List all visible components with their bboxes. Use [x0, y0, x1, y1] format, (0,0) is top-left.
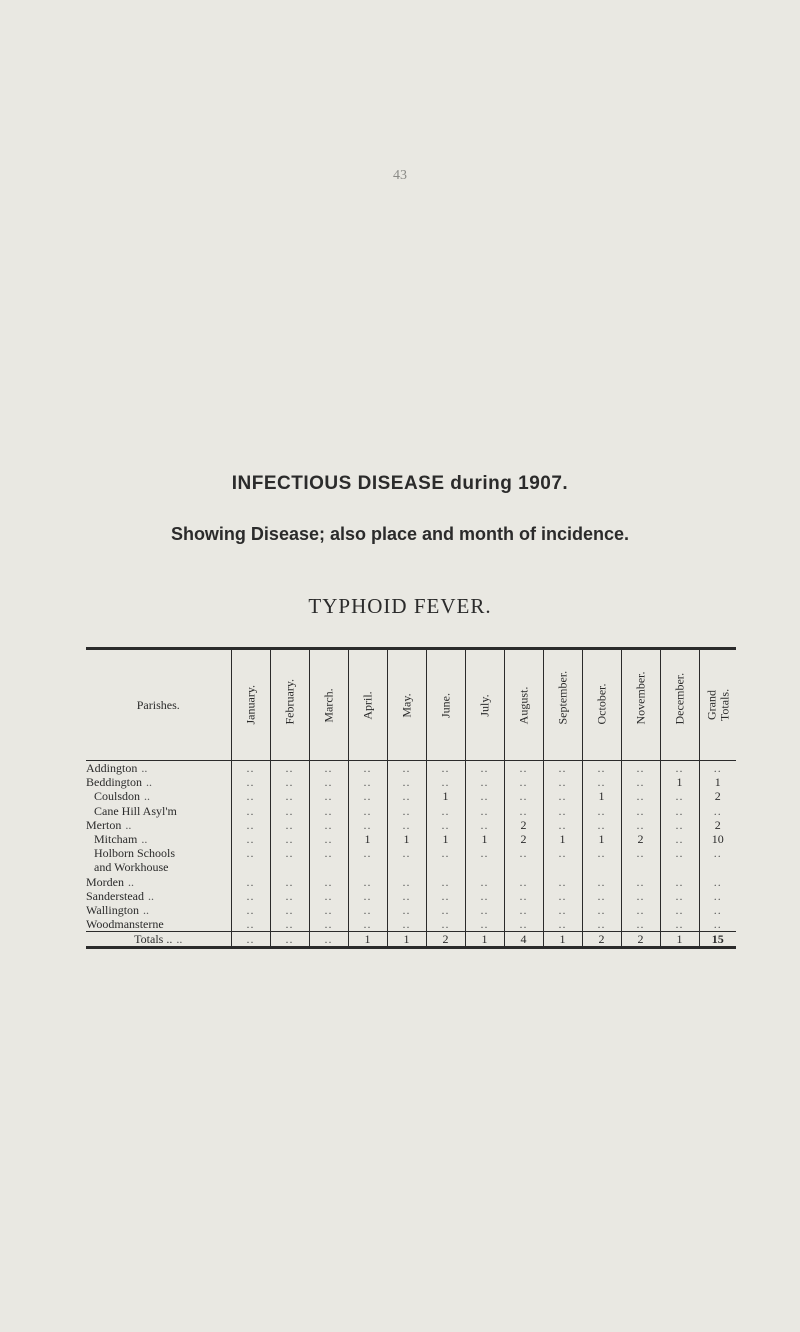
parish-name: Coulsdon — [94, 789, 141, 804]
month-value-cell: 2 — [504, 818, 543, 832]
month-value-cell: .. — [621, 775, 660, 789]
leader-dots: .. — [146, 775, 152, 790]
column-header-month: July. — [465, 649, 504, 761]
month-value-cell: .. — [348, 818, 387, 832]
month-total-cell: 2 — [426, 932, 465, 948]
typhoid-fever-table — [86, 647, 736, 949]
month-value-cell: .. — [582, 846, 621, 860]
month-total-cell: 2 — [582, 932, 621, 948]
parish-name-cell — [86, 903, 231, 917]
month-value-cell: .. — [348, 903, 387, 917]
page-title: INFECTIOUS DISEASE during 1907. — [231, 473, 569, 494]
month-value-cell: .. — [543, 903, 582, 917]
month-total-cell: 2 — [621, 932, 660, 948]
month-value-cell: .. — [309, 818, 348, 832]
month-value-cell: .. — [231, 875, 270, 889]
month-value-cell: .. — [504, 917, 543, 932]
totals-label: Totals .. — [134, 932, 173, 947]
month-value-cell: 1 — [426, 789, 465, 803]
parish-name-cell — [86, 889, 231, 903]
parish-name: Cane Hill Asyl'm — [94, 803, 177, 818]
table-row — [86, 818, 736, 832]
month-value-cell: .. — [543, 761, 582, 776]
month-value-cell — [387, 860, 426, 874]
month-total-cell: 1 — [387, 932, 426, 948]
column-header-month: December. — [660, 649, 699, 761]
month-value-cell: .. — [426, 775, 465, 789]
month-value-cell: .. — [231, 761, 270, 776]
column-header-month: February. — [270, 649, 309, 761]
month-value-cell: .. — [426, 818, 465, 832]
month-value-cell: .. — [660, 846, 699, 860]
leader-dots: .. — [147, 888, 154, 903]
leader-dots: .. — [143, 902, 150, 917]
month-value-cell: .. — [426, 917, 465, 932]
month-value-cell: .. — [231, 889, 270, 903]
month-value-cell: .. — [660, 903, 699, 917]
month-value-cell: .. — [504, 775, 543, 789]
parish-name: Beddington — [86, 775, 142, 790]
month-value-cell: .. — [387, 875, 426, 889]
grand-total-cell: 10 — [699, 832, 736, 846]
month-total-cell: .. — [270, 932, 309, 948]
month-value-cell: .. — [231, 789, 270, 803]
month-value-cell: .. — [309, 917, 348, 932]
month-value-cell: .. — [270, 804, 309, 818]
leader-dots: .. — [128, 874, 134, 889]
month-value-cell: 1 — [387, 832, 426, 846]
leader-dots: .. — [176, 932, 183, 947]
month-value-cell: .. — [465, 761, 504, 776]
month-value-cell — [582, 860, 621, 874]
month-value-cell: .. — [348, 761, 387, 776]
column-header-month: November. — [621, 649, 660, 761]
parish-name-cell — [86, 860, 231, 874]
parish-name: Woodmansterne — [86, 917, 164, 932]
table-row — [86, 832, 736, 846]
month-value-cell: .. — [543, 846, 582, 860]
month-value-cell: .. — [348, 889, 387, 903]
column-header-month: October. — [582, 649, 621, 761]
parish-name: Sanderstead — [86, 888, 144, 903]
column-header-month: March. — [309, 649, 348, 761]
parish-name: Merton — [86, 817, 122, 832]
month-value-cell: .. — [426, 761, 465, 776]
month-value-cell: .. — [231, 846, 270, 860]
month-value-cell: .. — [465, 846, 504, 860]
month-value-cell: .. — [504, 889, 543, 903]
month-value-cell: .. — [543, 804, 582, 818]
overall-total-cell: 15 — [699, 932, 736, 948]
grand-total-cell: 2 — [699, 789, 736, 803]
month-value-cell: .. — [348, 846, 387, 860]
month-value-cell — [504, 860, 543, 874]
month-value-cell: 2 — [621, 832, 660, 846]
month-value-cell: .. — [231, 804, 270, 818]
parish-name: Mitcham — [94, 832, 138, 847]
month-value-cell: .. — [387, 917, 426, 932]
month-value-cell — [348, 860, 387, 874]
parish-name: Addington — [86, 761, 138, 776]
month-value-cell: .. — [348, 917, 387, 932]
totals-row — [86, 932, 736, 948]
month-value-cell: .. — [543, 875, 582, 889]
month-value-cell: .. — [270, 889, 309, 903]
month-value-cell: .. — [660, 804, 699, 818]
month-value-cell: .. — [465, 917, 504, 932]
table-header-row — [86, 649, 736, 761]
month-value-cell: .. — [504, 789, 543, 803]
month-value-cell: .. — [543, 889, 582, 903]
leader-dots: .. — [144, 789, 151, 804]
table-row — [86, 761, 736, 776]
parish-name-cell — [86, 875, 231, 889]
month-value-cell: .. — [582, 761, 621, 776]
month-value-cell: .. — [543, 917, 582, 932]
month-value-cell: .. — [387, 818, 426, 832]
month-value-cell: .. — [465, 789, 504, 803]
month-value-cell: .. — [504, 761, 543, 776]
month-value-cell: .. — [621, 804, 660, 818]
month-value-cell: .. — [543, 789, 582, 803]
month-value-cell: .. — [504, 804, 543, 818]
month-value-cell: .. — [387, 846, 426, 860]
month-value-cell: .. — [270, 789, 309, 803]
month-value-cell: .. — [660, 832, 699, 846]
month-value-cell: .. — [582, 818, 621, 832]
month-value-cell: .. — [660, 761, 699, 776]
column-header-month: June. — [426, 649, 465, 761]
month-value-cell: .. — [582, 903, 621, 917]
month-value-cell: .. — [504, 875, 543, 889]
grand-total-cell: 1 — [699, 775, 736, 789]
month-value-cell: .. — [621, 917, 660, 932]
month-value-cell — [309, 860, 348, 874]
month-value-cell: .. — [270, 917, 309, 932]
month-value-cell: .. — [387, 804, 426, 818]
month-value-cell: .. — [270, 846, 309, 860]
month-value-cell: .. — [465, 903, 504, 917]
month-value-cell — [465, 860, 504, 874]
month-value-cell: .. — [504, 903, 543, 917]
table-row — [86, 804, 736, 818]
grand-total-cell: .. — [699, 761, 736, 776]
month-value-cell: .. — [309, 832, 348, 846]
month-total-cell: .. — [231, 932, 270, 948]
month-value-cell: .. — [621, 761, 660, 776]
month-value-cell: .. — [309, 903, 348, 917]
month-value-cell: 1 — [465, 832, 504, 846]
month-value-cell — [231, 860, 270, 874]
grand-total-cell: .. — [699, 875, 736, 889]
month-value-cell: .. — [270, 832, 309, 846]
month-value-cell: .. — [543, 775, 582, 789]
column-header-grand-totals: Grand Totals. — [699, 649, 736, 761]
month-value-cell: .. — [231, 775, 270, 789]
month-value-cell: .. — [621, 789, 660, 803]
grand-total-cell — [699, 860, 736, 874]
parish-name: Holborn Schools — [94, 846, 175, 861]
table-row — [86, 860, 736, 874]
month-total-cell: 1 — [465, 932, 504, 948]
page-subtitle: Showing Disease; also place and month of incidence. — [170, 524, 630, 544]
month-value-cell — [426, 860, 465, 874]
month-value-cell: .. — [621, 903, 660, 917]
table-row — [86, 789, 736, 803]
leader-dots: .. — [141, 832, 148, 847]
month-value-cell: .. — [309, 804, 348, 818]
grand-total-cell: 2 — [699, 818, 736, 832]
column-header-month: August. — [504, 649, 543, 761]
month-value-cell: 2 — [504, 832, 543, 846]
month-value-cell: .. — [582, 804, 621, 818]
month-value-cell: .. — [660, 917, 699, 932]
column-header-month: May. — [387, 649, 426, 761]
month-total-cell: 1 — [348, 932, 387, 948]
grand-total-cell: .. — [699, 917, 736, 932]
month-value-cell: .. — [465, 875, 504, 889]
month-value-cell: .. — [309, 875, 348, 889]
month-value-cell: .. — [465, 804, 504, 818]
column-header-parishes: Parishes. — [86, 649, 231, 761]
parish-name-cell — [86, 832, 231, 846]
month-total-cell: 4 — [504, 932, 543, 948]
month-value-cell: .. — [387, 903, 426, 917]
month-value-cell — [543, 860, 582, 874]
month-value-cell: .. — [309, 889, 348, 903]
month-value-cell: .. — [387, 889, 426, 903]
month-value-cell: .. — [387, 789, 426, 803]
month-value-cell: .. — [348, 875, 387, 889]
month-value-cell: .. — [270, 903, 309, 917]
month-value-cell: .. — [270, 775, 309, 789]
grand-total-cell: .. — [699, 889, 736, 903]
month-value-cell — [621, 860, 660, 874]
month-value-cell: .. — [348, 804, 387, 818]
month-value-cell: .. — [621, 818, 660, 832]
month-value-cell: .. — [426, 889, 465, 903]
month-total-cell: 1 — [543, 932, 582, 948]
month-value-cell: 1 — [543, 832, 582, 846]
month-value-cell: 1 — [660, 775, 699, 789]
month-value-cell: .. — [387, 761, 426, 776]
month-total-cell: 1 — [660, 932, 699, 948]
month-value-cell: .. — [426, 804, 465, 818]
leader-dots: .. — [141, 761, 148, 776]
table-body — [86, 761, 736, 948]
table-row — [86, 775, 736, 789]
month-value-cell: .. — [465, 775, 504, 789]
grand-total-cell: .. — [699, 804, 736, 818]
month-value-cell: .. — [621, 889, 660, 903]
table-row — [86, 917, 736, 932]
parish-name-cell — [86, 846, 231, 860]
column-header-month: April. — [348, 649, 387, 761]
month-value-cell — [660, 860, 699, 874]
grand-total-cell: .. — [699, 846, 736, 860]
section-title: TYPHOID FEVER. — [308, 594, 492, 618]
month-value-cell — [270, 860, 309, 874]
month-value-cell: .. — [660, 789, 699, 803]
month-value-cell: .. — [660, 818, 699, 832]
month-value-cell: .. — [309, 789, 348, 803]
month-value-cell: .. — [231, 903, 270, 917]
month-value-cell: .. — [426, 875, 465, 889]
month-value-cell: .. — [426, 846, 465, 860]
table-row — [86, 875, 736, 889]
parish-name-cell — [86, 917, 231, 932]
month-value-cell: .. — [660, 889, 699, 903]
month-value-cell: .. — [426, 903, 465, 917]
parish-name: Wallington — [86, 902, 140, 917]
month-value-cell: .. — [582, 917, 621, 932]
month-value-cell: .. — [582, 889, 621, 903]
month-value-cell: .. — [348, 775, 387, 789]
month-value-cell: 1 — [348, 832, 387, 846]
table-row — [86, 903, 736, 917]
table-row — [86, 889, 736, 903]
month-value-cell: .. — [582, 775, 621, 789]
month-value-cell: .. — [660, 875, 699, 889]
parish-name-cell — [86, 761, 231, 776]
column-header-month: January. — [231, 649, 270, 761]
page-number: 43 — [393, 168, 407, 183]
month-total-cell: .. — [309, 932, 348, 948]
month-value-cell: .. — [231, 832, 270, 846]
month-value-cell: .. — [465, 818, 504, 832]
month-value-cell: 1 — [426, 832, 465, 846]
grand-total-cell: .. — [699, 903, 736, 917]
month-value-cell: .. — [504, 846, 543, 860]
parish-name-cell — [86, 804, 231, 818]
month-value-cell: .. — [621, 875, 660, 889]
month-value-cell: .. — [231, 917, 270, 932]
table-row — [86, 846, 736, 860]
month-value-cell: .. — [309, 761, 348, 776]
month-value-cell: .. — [348, 789, 387, 803]
month-value-cell: .. — [543, 818, 582, 832]
month-value-cell: .. — [309, 846, 348, 860]
parish-name-cell — [86, 789, 231, 803]
column-header-month: September. — [543, 649, 582, 761]
totals-label-cell — [86, 932, 231, 948]
month-value-cell: .. — [270, 875, 309, 889]
month-value-cell: 1 — [582, 789, 621, 803]
parish-name-cell — [86, 818, 231, 832]
parish-name: Morden — [86, 874, 124, 889]
month-value-cell: .. — [231, 818, 270, 832]
month-value-cell: .. — [387, 775, 426, 789]
month-value-cell: .. — [465, 889, 504, 903]
month-value-cell: .. — [309, 775, 348, 789]
month-value-cell: 1 — [582, 832, 621, 846]
parish-name: and Workhouse — [94, 860, 169, 875]
month-value-cell: .. — [270, 761, 309, 776]
leader-dots: .. — [125, 817, 132, 832]
month-value-cell: .. — [621, 846, 660, 860]
month-value-cell: .. — [582, 875, 621, 889]
parish-name-cell — [86, 775, 231, 789]
month-value-cell: .. — [270, 818, 309, 832]
